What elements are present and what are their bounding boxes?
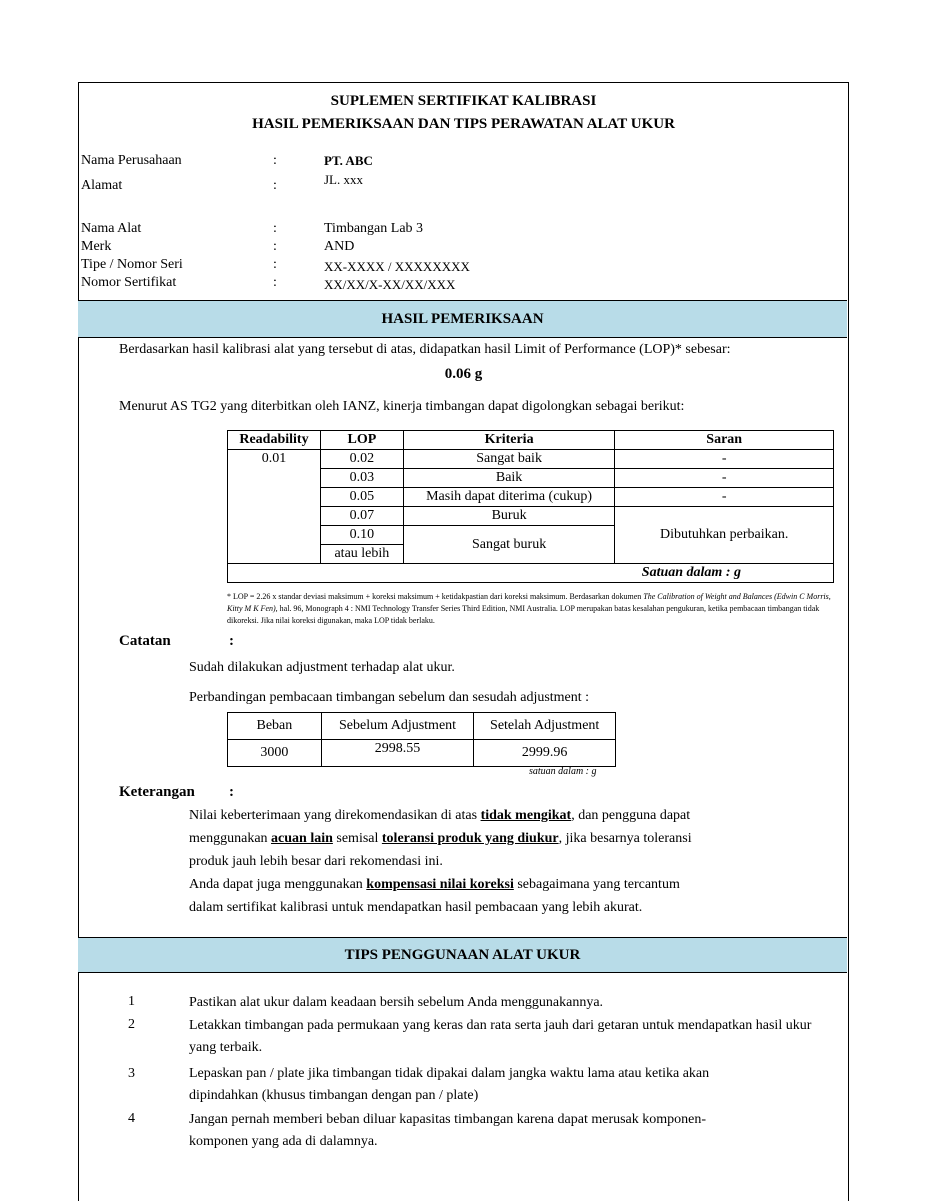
lop-cell: 0.02 (320, 450, 403, 469)
doc-title: SUPLEMEN SERTIFIKAT KALIBRASI (330, 93, 597, 109)
column-header: Kriteria (403, 431, 615, 450)
column-header: Setelah Adjustment (474, 713, 616, 740)
keterangan-line: dalam sertifikat kalibrasi untuk mendapatkan hasil pembacaan yang lebih akurat. (189, 900, 643, 915)
lop-cell: 0.07 (320, 507, 403, 526)
saran-cell: Dibutuhkan perbaikan. (615, 507, 834, 564)
kriteria-cell: Sangat buruk (403, 526, 615, 564)
kriteria-cell: Baik (403, 469, 615, 488)
footnote-reference: The Calibration of Weight and Balances (Edwin C Morris, Kitty M K Fen), (227, 592, 831, 613)
tip-number: 1 (128, 994, 135, 1009)
text: , dan pengguna dapat (571, 808, 691, 823)
tip-text: Pastikan alat ukur dalam keadaan bersih sebelum Anda menggunakannya. (189, 995, 604, 1010)
kriteria-cell: Sangat baik (403, 450, 615, 469)
keterangan-label: Keterangan (119, 784, 195, 800)
column-header: LOP (320, 431, 403, 450)
colon: : (273, 178, 277, 193)
table-row (228, 450, 834, 469)
text: semisal (332, 831, 382, 846)
colon: : (229, 784, 234, 800)
type-label: Tipe / Nomor Seri (81, 257, 183, 272)
tips-heading: TIPS PENGGUNAAN ALAT UKUR (78, 937, 847, 973)
keterangan-line (189, 827, 692, 850)
colon: : (273, 221, 277, 236)
colon: : (273, 257, 277, 272)
address-label: Alamat (81, 178, 123, 193)
lop-footnote (227, 591, 837, 627)
footnote-text: * LOP = 2.26 x standar deviasi maksimum + koreksi maksimum + ketidakpastian dari koreksi maksimum. Berdasarkan dokumen (227, 592, 644, 601)
satuan-note: satuan dalam : g (529, 766, 597, 777)
table-header-row (228, 713, 616, 740)
cert-label: Nomor Sertifikat (81, 275, 177, 290)
brand-label: Merk (81, 239, 112, 254)
text: , jika besarnya toleransi (558, 831, 692, 846)
hasil-heading: HASIL PEMERIKSAAN (78, 300, 847, 338)
tool-value: Timbangan Lab 3 (324, 221, 424, 236)
sebelum-cell: 2998.55 (321, 740, 474, 767)
lop-cell: 0.05 (320, 488, 403, 507)
readability-cell: 0.01 (228, 450, 321, 564)
beban-cell: 3000 (228, 740, 322, 767)
brand-value: AND (324, 239, 355, 254)
column-header: Sebelum Adjustment (321, 713, 474, 740)
emphasis: kompensasi nilai koreksi (366, 877, 514, 892)
tip-number: 2 (128, 1017, 135, 1032)
colon: : (273, 153, 277, 168)
satuan-cell: Satuan dalam : g (228, 564, 834, 583)
footnote-text: hal. 96, Monograph 4 : NMI Technology Transfer Series Third Edition, NMI Australia. LOP merupakan batas kesalahan pengukuran, ketika pembacaan timbangan tidak dikoreksi. Jika nilai koreksi digunakan, maka LOP tidak berlaku. (227, 604, 820, 625)
tip-number: 3 (128, 1066, 135, 1081)
text: sebagaimana yang tercantum (513, 877, 680, 892)
saran-cell: - (615, 488, 834, 507)
column-header: Saran (615, 431, 834, 450)
cert-value: XX/XX/X-XX/XX/XXX (324, 277, 456, 292)
kriteria-table (227, 430, 834, 583)
saran-cell: - (615, 469, 834, 488)
catatan-line1: Sudah dilakukan adjustment terhadap alat ukur. (189, 660, 455, 675)
type-value: XX-XXXX / XXXXXXXX (324, 259, 470, 274)
lop-cell: 0.03 (320, 469, 403, 488)
lop-value: 0.06 g (444, 366, 483, 382)
kriteria-cell: Buruk (403, 507, 615, 526)
company-value: PT. ABC (324, 153, 373, 168)
table-row (228, 740, 616, 767)
adjustment-table (227, 712, 616, 767)
colon: : (273, 275, 277, 290)
catatan-label: Catatan (119, 633, 171, 649)
tip-text: Letakkan timbangan pada permukaan yang keras dan rata serta jauh dari getaran untuk mendapatkan hasil ukur yang terbaik. (189, 1018, 812, 1055)
tip-number: 4 (128, 1111, 135, 1126)
keterangan-text (189, 804, 692, 919)
saran-cell: - (615, 450, 834, 469)
setelah-cell: 2999.96 (474, 740, 616, 767)
tip-text: Lepaskan pan / plate jika timbangan tidak dipakai dalam jangka waktu lama atau ketika akan dipindahkan (khusus timbangan dengan pan / plate) (189, 1066, 710, 1103)
keterangan-line (189, 873, 692, 896)
column-header: Readability (228, 431, 321, 450)
lop-cell: 0.10 (320, 526, 403, 545)
table-row (228, 564, 834, 583)
emphasis: acuan lain (271, 831, 333, 846)
address-value: JL. xxx (324, 172, 363, 187)
keterangan-line (189, 804, 692, 827)
lop-cell: atau lebih (320, 545, 403, 564)
emphasis: tidak mengikat (480, 808, 572, 823)
doc-subtitle: HASIL PEMERIKSAAN DAN TIPS PERAWATAN ALAT UKUR (252, 116, 675, 132)
emphasis: toleransi produk yang diukur (381, 831, 559, 846)
text: Anda dapat juga menggunakan (189, 877, 367, 892)
text: menggunakan (189, 831, 272, 846)
colon: : (273, 239, 277, 254)
menurut-text: Menurut AS TG2 yang diterbitkan oleh IANZ, kinerja timbangan dapat digolongkan sebagai berikut: (119, 399, 685, 414)
company-label: Nama Perusahaan (81, 153, 182, 168)
table-header-row (228, 431, 834, 450)
column-header: Beban (228, 713, 322, 740)
colon: : (229, 633, 234, 649)
hasil-intro: Berdasarkan hasil kalibrasi alat yang tersebut di atas, didapatkan hasil Limit of Performance (LOP)* sebesar: (119, 342, 731, 357)
keterangan-line: produk jauh lebih besar dari rekomendasi ini. (189, 854, 443, 869)
tool-label: Nama Alat (81, 221, 142, 236)
catatan-line2: Perbandingan pembacaan timbangan sebelum dan sesudah adjustment : (189, 690, 590, 705)
text: Nilai keberterimaan yang direkomendasikan di atas (189, 808, 481, 823)
tip-text: Jangan pernah memberi beban diluar kapasitas timbangan karena dapat merusak komponen-komponen yang ada di dalamnya. (189, 1112, 707, 1149)
kriteria-cell: Masih dapat diterima (cukup) (403, 488, 615, 507)
